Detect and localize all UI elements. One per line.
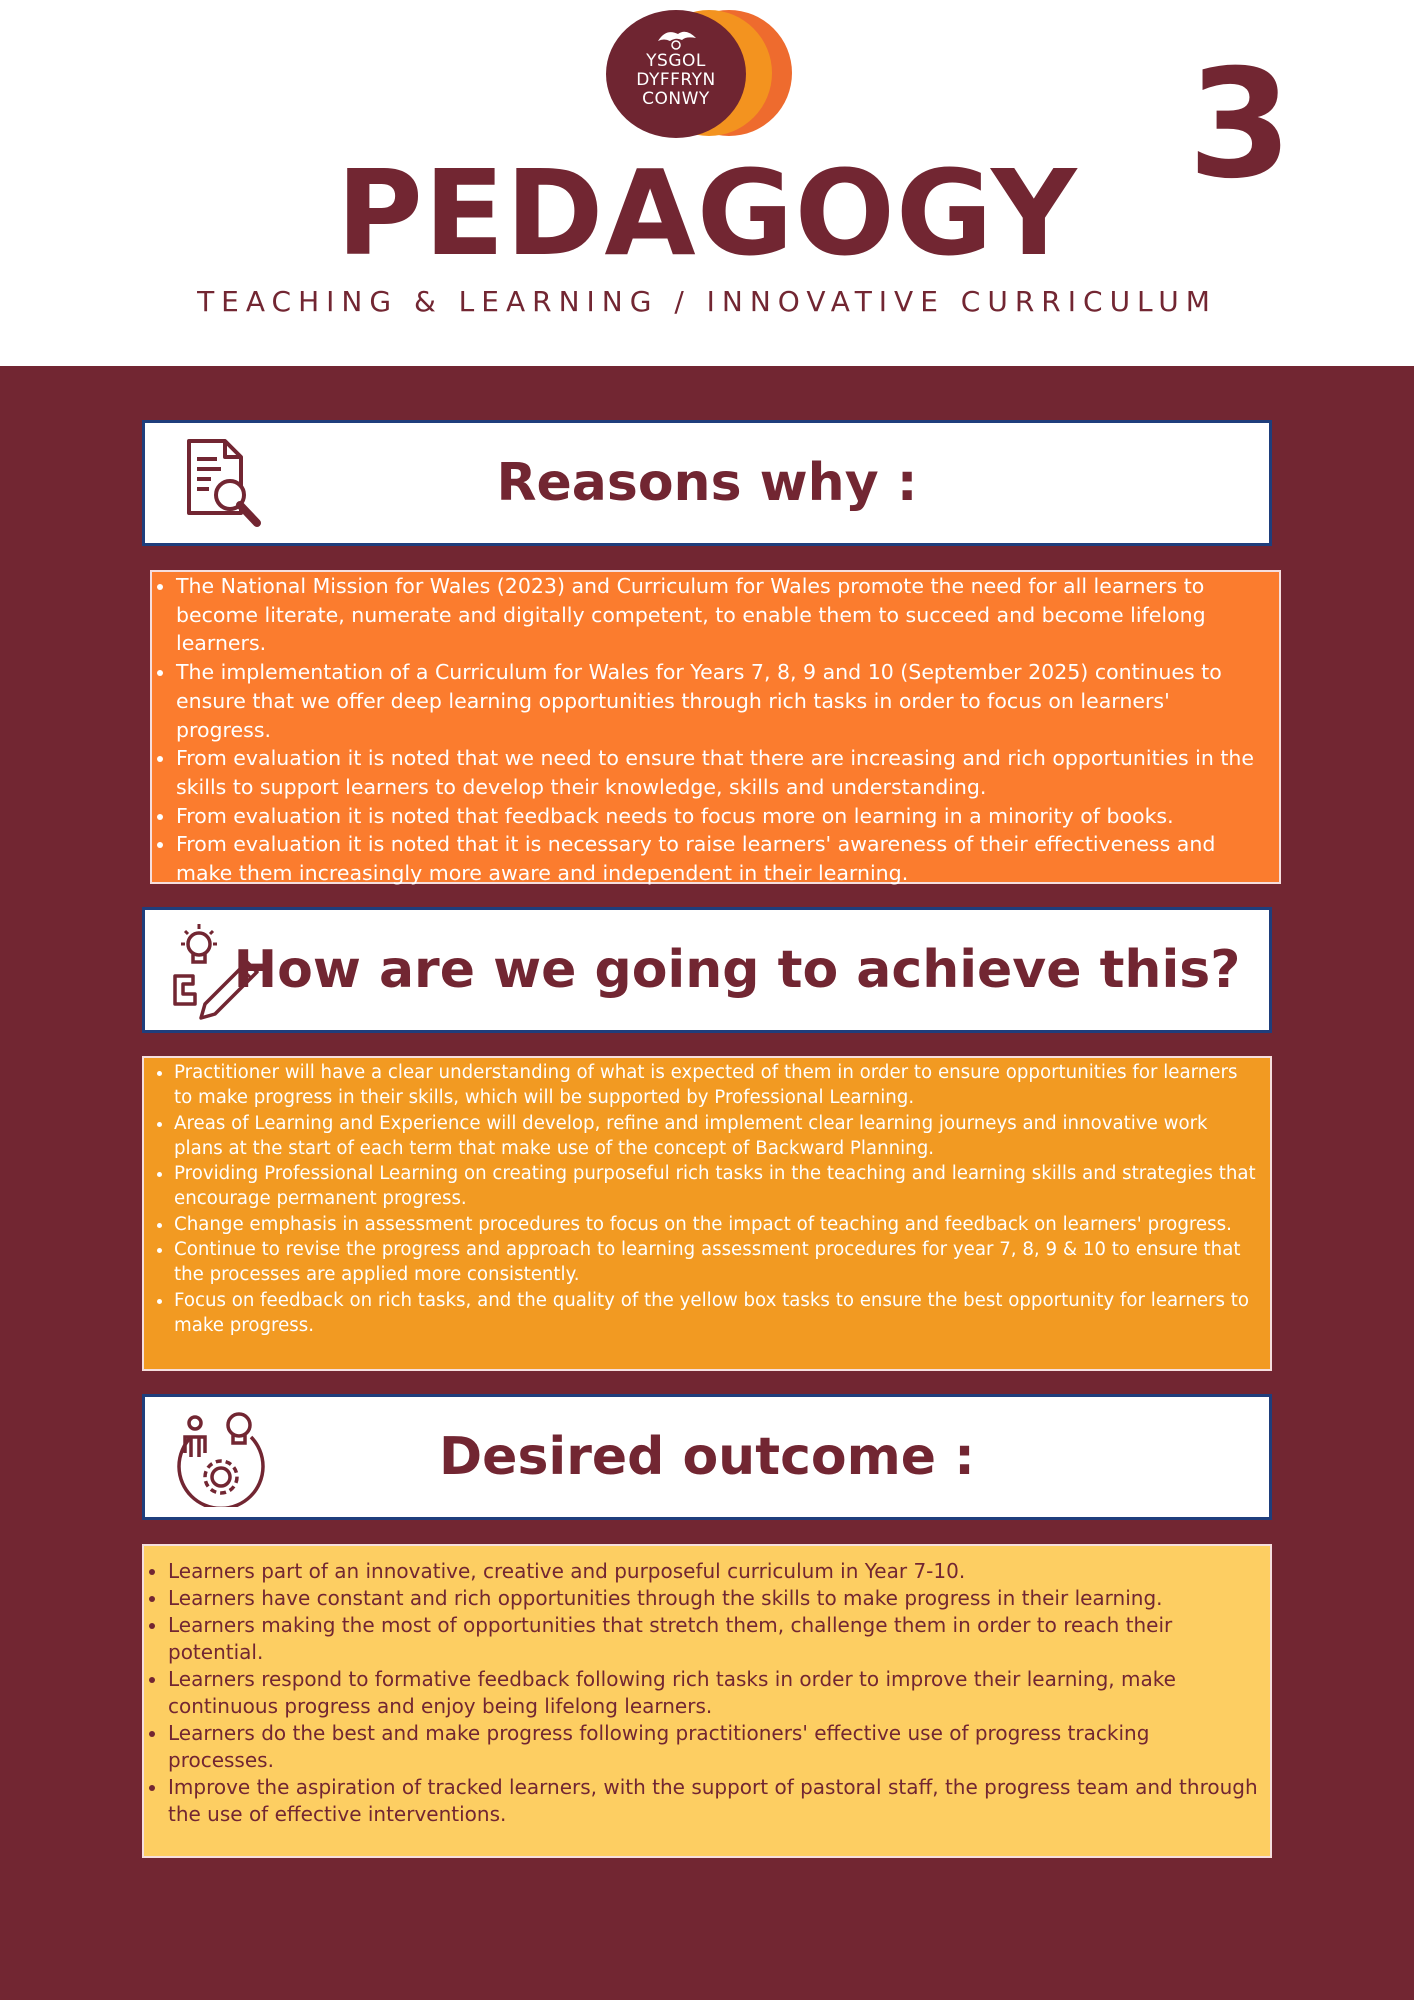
page-header bbox=[0, 0, 1414, 366]
list-item: • Learners respond to formative feedback following rich tasks in order to improve their learning, make continuous progress and enjoy being lifelong learners. bbox=[168, 1666, 1258, 1720]
list-item: • Areas of Learning and Experience will develop, refine and implement clear learning journeys and innovative work plans at the start of each term that make use of the concept of Backward Planning. bbox=[174, 1111, 1258, 1162]
list-item: • Change emphasis in assessment procedures to focus on the impact of teaching and feedback on learners' progress. bbox=[174, 1212, 1258, 1237]
list-item: • Providing Professional Learning on creating purposeful rich tasks in the teaching and learning skills and strategies that encourage permanent progress. bbox=[174, 1161, 1258, 1212]
list-item: • Focus on feedback on rich tasks, and the quality of the yellow box tasks to ensure the best opportunity for learners to make progress. bbox=[174, 1288, 1258, 1339]
list-item: • Learners have constant and rich opportunities through the skills to make progress in their learning. bbox=[168, 1585, 1258, 1612]
list-item: • Learners do the best and make progress following practitioners' effective use of progress tracking processes. bbox=[168, 1720, 1258, 1774]
list-item: • Continue to revise the progress and approach to learning assessment procedures for year 7, 8, 9 & 10 to ensure that the processes are applied more consistently. bbox=[174, 1237, 1258, 1288]
page-subtitle: TEACHING & LEARNING / INNOVATIVE CURRICULUM bbox=[197, 285, 1217, 318]
reasons-heading: Reasons why : bbox=[496, 453, 918, 513]
logo-line-2: DYFFRYN bbox=[636, 70, 716, 90]
list-item: • From evaluation it is noted that it is necessary to raise learners' awareness of their effectiveness and make them increasingly more aware and independent in their learning. bbox=[176, 830, 1263, 887]
reasons-heading-panel bbox=[142, 420, 1272, 546]
list-item: • The implementation of a Curriculum for Wales for Years 7, 8, 9 and 10 (September 2025) continues to ensure that we offer deep learning opportunities through rich tasks in order to focus on learners' progress. bbox=[176, 658, 1263, 744]
list-item: • Improve the aspiration of tracked learners, with the support of pastoral staff, the progress team and through the use of effective interventions. bbox=[168, 1774, 1258, 1828]
dragon-emblem-icon bbox=[606, 24, 746, 50]
how-heading-panel bbox=[142, 907, 1272, 1033]
list-item: • Learners part of an innovative, creative and purposeful curriculum in Year 7-10. bbox=[168, 1558, 1258, 1585]
school-logo bbox=[606, 10, 790, 138]
page-title: PEDAGOGY bbox=[336, 144, 1078, 282]
how-box bbox=[142, 1056, 1272, 1371]
outcome-list bbox=[144, 1558, 1270, 1828]
reasons-list bbox=[152, 572, 1279, 888]
list-item: • From evaluation it is noted that feedback needs to focus more on learning in a minority of books. bbox=[176, 802, 1263, 831]
logo-line-1: YSGOL bbox=[646, 51, 706, 71]
outcome-box bbox=[142, 1544, 1272, 1858]
how-heading: How are we going to achieve this? bbox=[233, 940, 1241, 1000]
reasons-box bbox=[150, 570, 1281, 884]
outcome-heading-panel bbox=[142, 1394, 1272, 1520]
page-number: 3 bbox=[1187, 38, 1293, 212]
list-item: • The National Mission for Wales (2023) and Curriculum for Wales promote the need for all learners to become literate, numerate and digitally competent, to enable them to succeed and become lifelong learners. bbox=[176, 572, 1263, 658]
logo-line-3: CONWY bbox=[642, 89, 710, 109]
list-item: • Practitioner will have a clear understanding of what is expected of them in order to ensure opportunities for learners to make progress in their skills, which will be supported by Professional Learning. bbox=[174, 1060, 1258, 1111]
list-item: • Learners making the most of opportunities that stretch them, challenge them in order to reach their potential. bbox=[168, 1612, 1258, 1666]
how-list bbox=[144, 1060, 1270, 1338]
list-item: • From evaluation it is noted that we need to ensure that there are increasing and rich opportunities in the skills to support learners to develop their knowledge, skills and understanding. bbox=[176, 744, 1263, 801]
outcome-heading: Desired outcome : bbox=[439, 1427, 975, 1487]
